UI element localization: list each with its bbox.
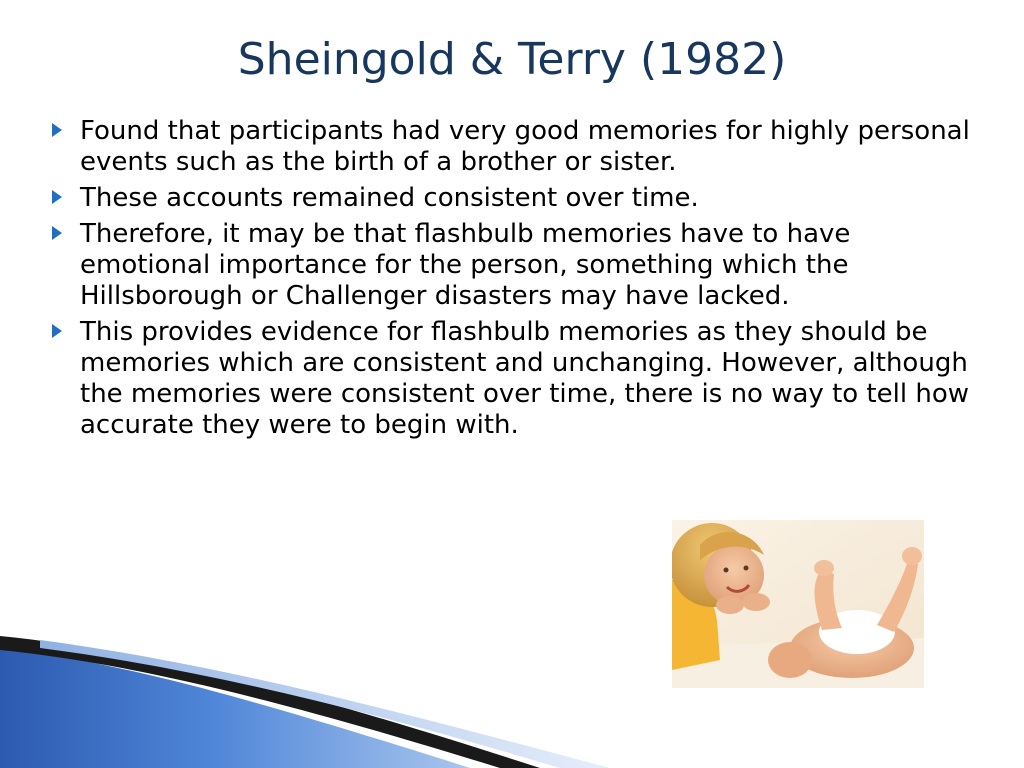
bullet-item (48, 116, 978, 178)
bullet-arrow-icon (52, 123, 62, 137)
bullet-arrow-icon (52, 190, 62, 204)
wave-light-stripe (40, 640, 610, 768)
bullet-list (48, 116, 978, 446)
bullet-item (48, 219, 978, 312)
bullet-text: Found that participants had very good memories for highly personal events such as the birth of a brother or sister. (80, 116, 970, 177)
wave-blue-band (0, 648, 470, 768)
girl-and-baby-photo (672, 520, 924, 688)
bullet-arrow-icon (52, 226, 62, 240)
bullet-text: This provides evidence for flashbulb memories as they should be memories which are consistent and unchanging. However, although the memories were consistent over time, there is no way to tell how accurate they were to begin with. (80, 317, 969, 440)
bullet-item (48, 317, 978, 441)
bullet-text: These accounts remained consistent over time. (80, 183, 699, 213)
bullet-arrow-icon (52, 324, 62, 338)
bullet-text: Therefore, it may be that flashbulb memories have to have emotional importance for the person, something which the Hillsborough or Challenger disasters may have lacked. (80, 219, 851, 311)
slide-title: Sheingold & Terry (1982) (237, 34, 787, 85)
wave-dark-stripe (0, 636, 540, 768)
bullet-item (48, 183, 978, 214)
